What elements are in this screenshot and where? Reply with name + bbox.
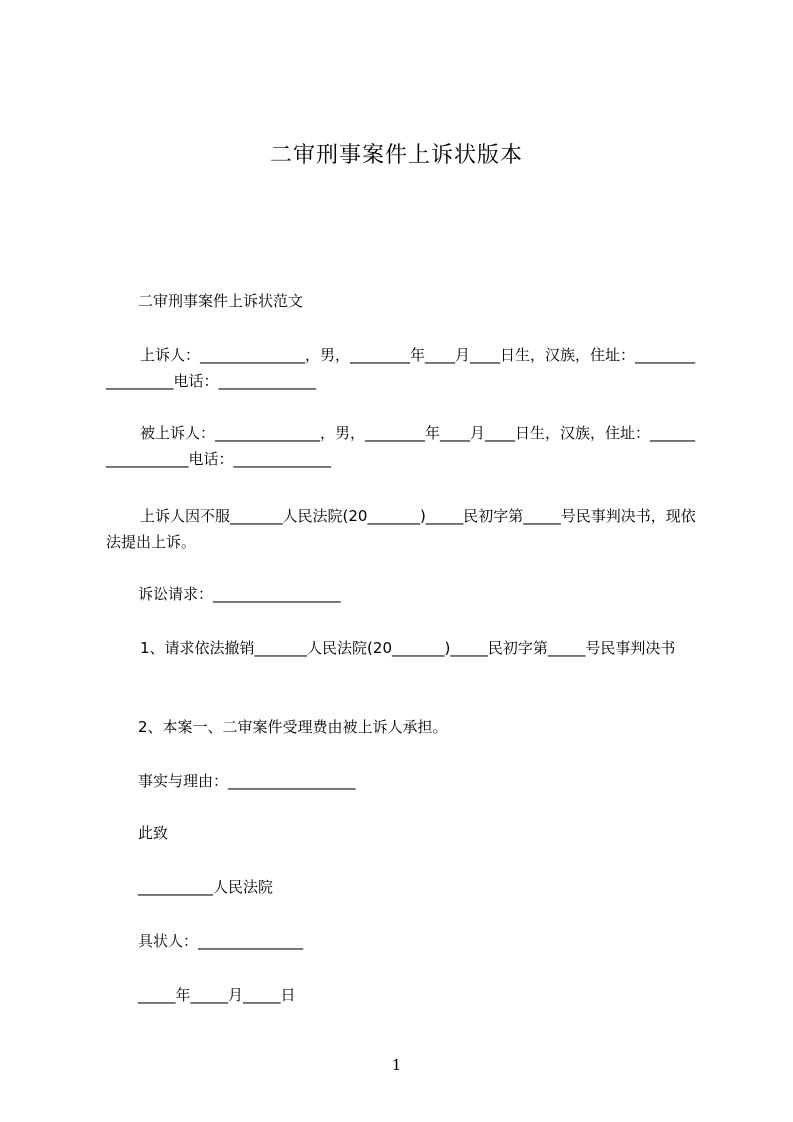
document-heading: 二审刑事案件上诉状范文 xyxy=(138,292,304,310)
document-title: 二审刑事案件上诉状版本 xyxy=(269,143,523,168)
salutation: 此致 xyxy=(138,824,169,842)
claim-item-2: 2、本案一、二审案件受理费由被上诉人承担。 xyxy=(138,718,448,736)
court-name: __________人民法院 xyxy=(138,878,274,896)
appellant-info: 上诉人：______________，男，________年____月____日生，汉族，住址：_________________电话：_____________ xyxy=(106,346,696,390)
appellee-info: 被上诉人：______________，男，________年____月____日生，汉族，住址：_________________电话：_____________ xyxy=(106,424,696,468)
page-number: 1 xyxy=(391,1056,402,1074)
date-line: _____年_____月_____日 xyxy=(138,986,296,1004)
appeal-reason: 上诉人因不服_______人民法院(20_______)_____民初字第_____号民事判决书，现依法提出上诉。 xyxy=(106,507,696,551)
claims-label: 诉讼请求：_________________ xyxy=(138,585,341,603)
signer-line: 具状人：______________ xyxy=(138,932,304,950)
claim-item-1: 1、请求依法撤销_______人民法院(20_______)_____民初字第_____号民事判决书 xyxy=(140,639,676,657)
facts-label: 事实与理由：_________________ xyxy=(138,772,356,790)
